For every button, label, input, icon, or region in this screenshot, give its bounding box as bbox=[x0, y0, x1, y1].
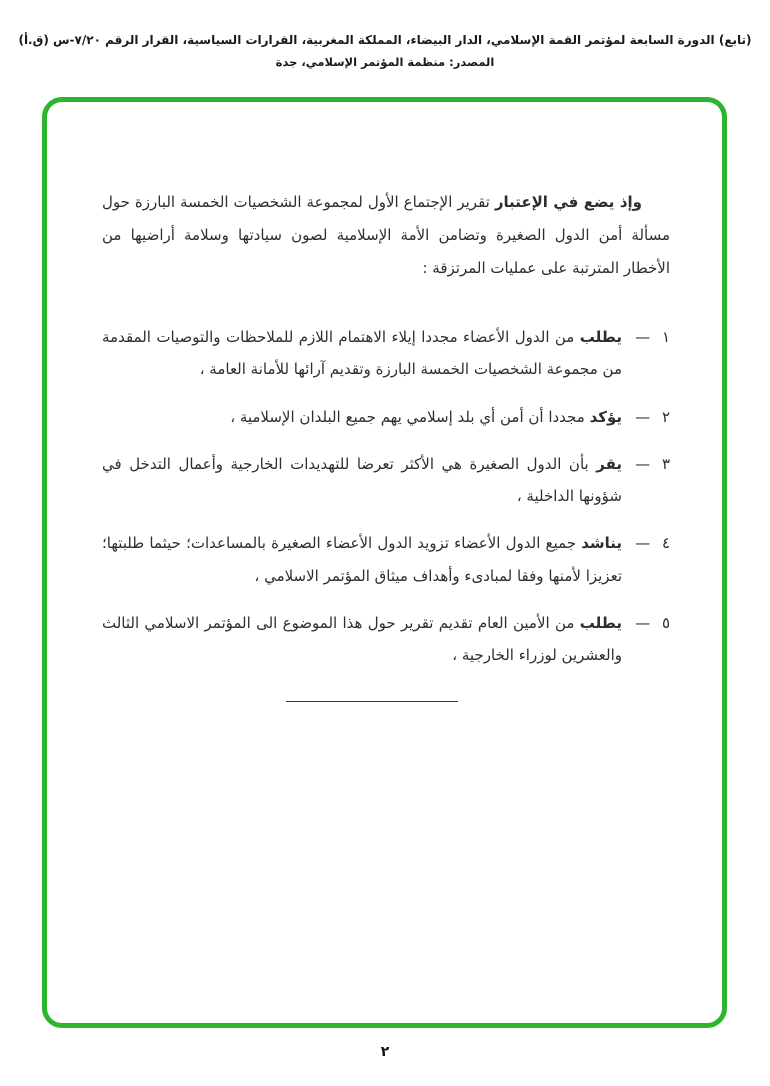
page-number: ٢ bbox=[380, 1044, 390, 1060]
item-marker bbox=[622, 321, 670, 386]
list-item bbox=[102, 527, 670, 592]
item-text bbox=[102, 607, 622, 672]
source-label: المصدر: bbox=[449, 54, 495, 69]
item-dash: — bbox=[635, 407, 651, 426]
header-title-line: (تابع) الدورة السابعة لمؤتمر القمة الإسلامي، الدار البيضاء، المملكة المغربية، القرارات السياسية، القرار الرقم ٧/٢٠-س (ق.أ) bbox=[18, 33, 752, 47]
numbered-list bbox=[102, 321, 670, 671]
item-marker bbox=[622, 401, 670, 433]
list-item bbox=[102, 321, 670, 386]
item-text bbox=[102, 448, 622, 513]
header-source-line bbox=[0, 52, 770, 73]
item-text bbox=[102, 401, 622, 433]
item-body: من الأمين العام تقديم تقرير حول هذا الموضوع الى المؤتمر الاسلامي الثالث والعشرين لوزراء الخارجية ، bbox=[102, 613, 622, 664]
item-body: مجددا أن أمن أي بلد إسلامي يهم جميع البلدان الإسلامية ، bbox=[230, 407, 585, 426]
item-text bbox=[102, 527, 622, 592]
item-body: بأن الدول الصغيرة هي الأكثر تعرضا للتهديدات الخارجية وأعمال التدخل في شؤونها الداخلية ، bbox=[102, 454, 622, 505]
item-text bbox=[102, 321, 622, 386]
item-lead: يطلب bbox=[579, 328, 622, 346]
item-lead: يطلب bbox=[579, 613, 622, 632]
item-number: ٣ bbox=[661, 454, 670, 473]
item-marker bbox=[622, 527, 670, 592]
intro-paragraph bbox=[102, 186, 670, 285]
item-number: ٥ bbox=[661, 613, 670, 632]
list-item bbox=[102, 448, 670, 513]
intro-lead: وإذ يضع في الإعتبار bbox=[494, 193, 642, 211]
item-marker bbox=[622, 448, 670, 513]
list-item bbox=[102, 401, 670, 433]
intro-text: تقرير الإجتماع الأول لمجموعة الشخصيات الخمسة البارزة حول مسألة أمن الدول الصغيرة وتضامن الأمة الإسلامية لصون سيادتها وسلامة أراضيها من الأخطار المترتبة على عمليات المرتزقة : bbox=[102, 193, 670, 277]
document-body bbox=[47, 102, 722, 702]
item-lead: يناشد bbox=[581, 534, 622, 553]
item-number: ١ bbox=[661, 328, 670, 346]
document-green-frame bbox=[42, 97, 727, 1028]
list-item bbox=[102, 607, 670, 672]
item-number: ٢ bbox=[661, 407, 670, 426]
document-header bbox=[0, 0, 770, 72]
item-body: من الدول الأعضاء مجددا إيلاء الاهتمام اللازم للملاحظات والتوصيات المقدمة من مجموعة الشخصيات الخمسة البارزة وتقديم آرائها للأمانة العامة ، bbox=[102, 328, 622, 379]
end-divider-line bbox=[286, 701, 458, 702]
item-body: جميع الدول الأعضاء تزويد الدول الأعضاء الصغيرة بالمساعدات؛ حيثما طلبتها؛ تعزيزا لأمنها وفقا لمبادىء وأهداف ميثاق المؤتمر الاسلامي ، bbox=[102, 534, 622, 585]
item-dash: — bbox=[635, 613, 651, 632]
item-lead: يقر bbox=[596, 454, 622, 473]
page-footer bbox=[0, 1044, 770, 1060]
item-number: ٤ bbox=[661, 534, 670, 553]
item-dash: — bbox=[635, 454, 651, 473]
item-dash: — bbox=[635, 534, 651, 553]
item-lead: يؤكد bbox=[589, 407, 622, 426]
source-value: منظمة المؤتمر الإسلامي، جدة bbox=[275, 54, 446, 69]
item-marker bbox=[622, 607, 670, 672]
item-dash: — bbox=[635, 328, 651, 346]
